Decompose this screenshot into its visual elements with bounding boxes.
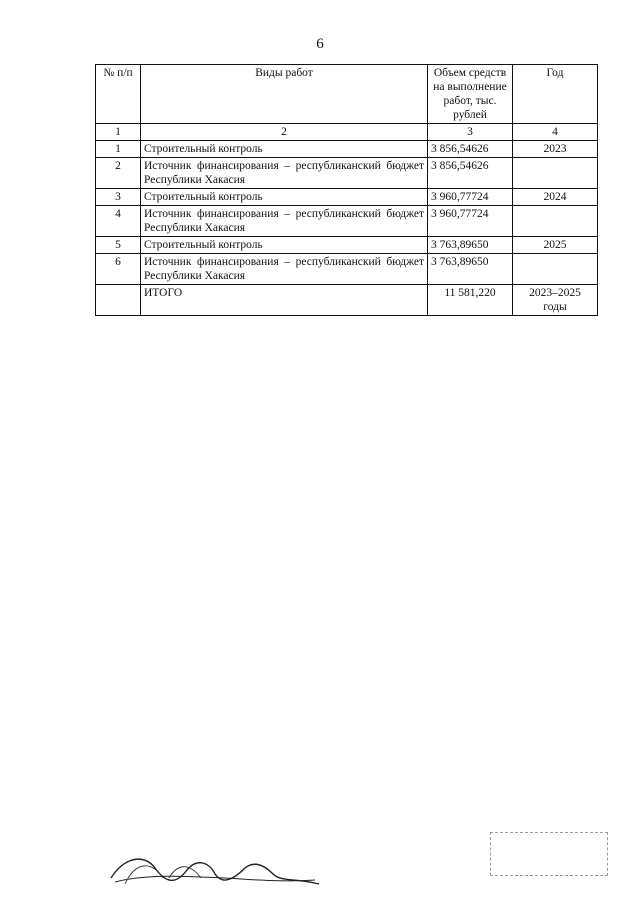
row-amount: 3 960,77724	[428, 206, 513, 237]
row-amount: 3 763,89650	[428, 237, 513, 254]
signature-image	[105, 848, 325, 894]
header-year: Год	[513, 65, 598, 124]
row-num: 5	[96, 237, 141, 254]
row-num: 3	[96, 189, 141, 206]
row-name: Строительный контроль	[141, 237, 428, 254]
total-years: 2023–2025 годы	[513, 285, 598, 316]
row-year	[513, 254, 598, 285]
table-row	[96, 206, 598, 237]
works-table	[95, 64, 598, 316]
row-year: 2025	[513, 237, 598, 254]
header-name: Виды работ	[141, 65, 428, 124]
row-name: Источник финансирования – республиканский бюджет Республики Хакасия	[141, 254, 428, 285]
row-amount: 3 856,54626	[428, 158, 513, 189]
column-index: 3	[428, 124, 513, 141]
row-year: 2023	[513, 141, 598, 158]
row-name: Строительный контроль	[141, 189, 428, 206]
row-num: 1	[96, 141, 141, 158]
row-name: Строительный контроль	[141, 141, 428, 158]
header-num: № п/п	[96, 65, 141, 124]
row-amount: 3 763,89650	[428, 254, 513, 285]
row-name: Источник финансирования – республиканский бюджет Республики Хакасия	[141, 158, 428, 189]
row-num: 2	[96, 158, 141, 189]
header-amount: Объем средств на выполнение работ, тыс. рублей	[428, 65, 513, 124]
table-header-row	[96, 65, 598, 124]
table-row	[96, 254, 598, 285]
table-row	[96, 237, 598, 254]
column-index: 1	[96, 124, 141, 141]
total-label: ИТОГО	[141, 285, 428, 316]
column-index-row	[96, 124, 598, 141]
table-row	[96, 141, 598, 158]
table-row	[96, 158, 598, 189]
total-amount: 11 581,220	[428, 285, 513, 316]
row-num: 6	[96, 254, 141, 285]
row-num: 4	[96, 206, 141, 237]
column-index: 4	[513, 124, 598, 141]
row-amount: 3 960,77724	[428, 189, 513, 206]
row-year: 2024	[513, 189, 598, 206]
row-amount: 3 856,54626	[428, 141, 513, 158]
total-row	[96, 285, 598, 316]
total-num	[96, 285, 141, 316]
row-year	[513, 206, 598, 237]
registration-stamp	[490, 832, 608, 876]
row-name: Источник финансирования – республиканский бюджет Республики Хакасия	[141, 206, 428, 237]
page-number: 6	[316, 36, 324, 52]
table-row	[96, 189, 598, 206]
column-index: 2	[141, 124, 428, 141]
row-year	[513, 158, 598, 189]
